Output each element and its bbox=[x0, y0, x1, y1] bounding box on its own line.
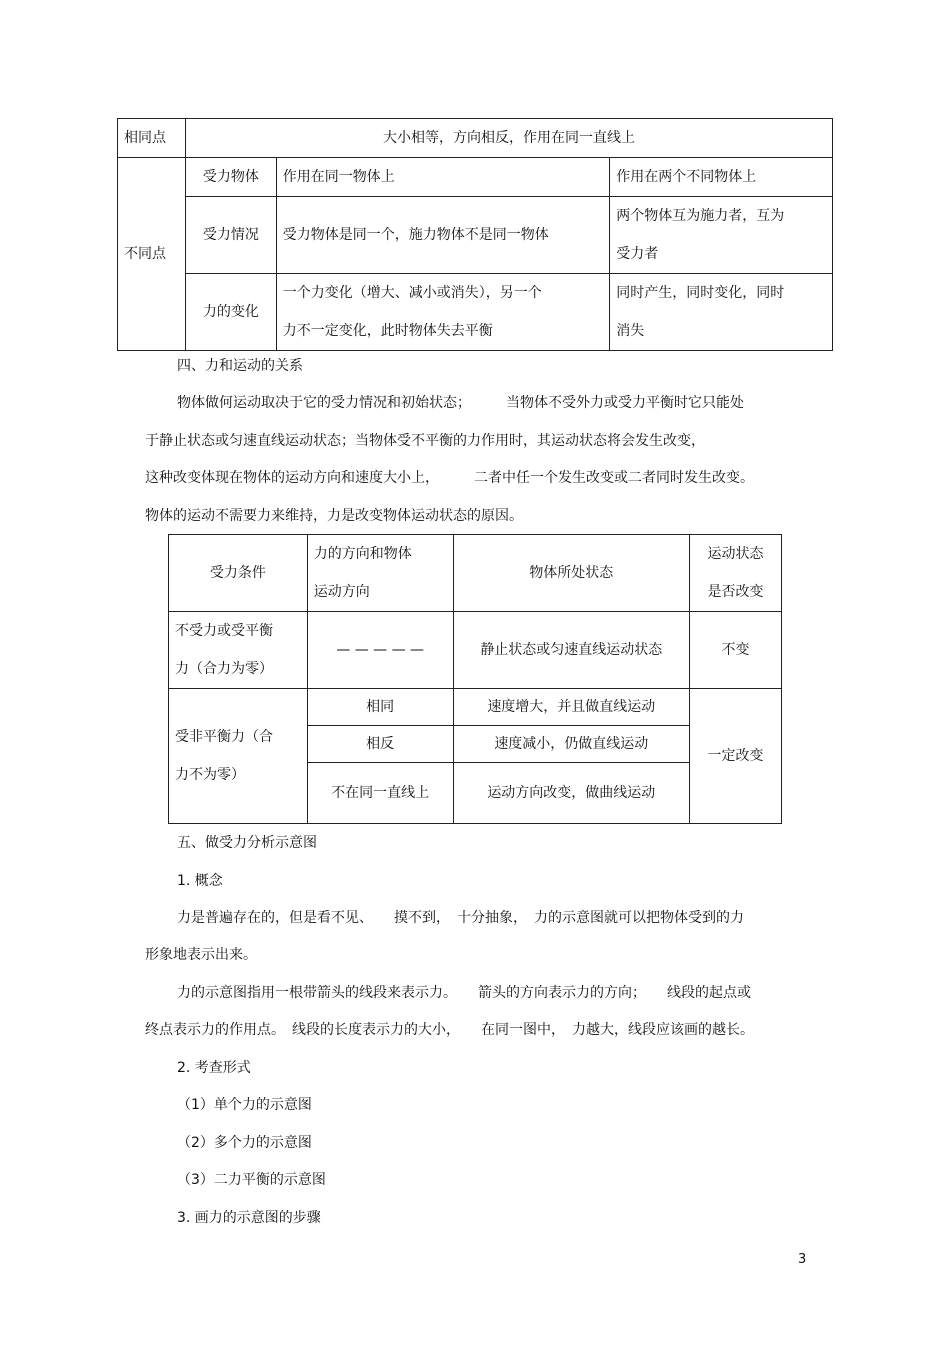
paragraph-line: 物体做何运动取决于它的受力情况和初始状态； 当物体不受外力或受力平衡时它只能处 bbox=[177, 395, 744, 411]
cell-line: 力不为零） bbox=[175, 767, 245, 783]
header-line: 运动状态 bbox=[707, 546, 764, 562]
same-text: 大小相等，方向相反，作用在同一直线上 bbox=[185, 119, 832, 158]
list-item: （2）多个力的示意图 bbox=[177, 1135, 312, 1151]
cell-line: 两个物体互为施力者，互为 bbox=[616, 208, 785, 224]
item-heading: 1. 概念 bbox=[177, 873, 223, 889]
paragraph-line: 形象地表示出来。 bbox=[145, 947, 257, 963]
item-heading: 3. 画力的示意图的步骤 bbox=[177, 1210, 321, 1226]
cell-line: 受力者 bbox=[616, 246, 659, 262]
paragraph-line: 力是普遍存在的，但是看不见、 摸不到， 十分抽象， 力的示意图就可以把物体受到的力 bbox=[177, 910, 744, 926]
header-direction bbox=[307, 535, 453, 612]
condition-cell bbox=[169, 612, 308, 689]
paragraph-line: 这种改变体现在物体的运动方向和速度大小上， 二者中任一个发生改变或二者同时发生改变。 bbox=[145, 470, 754, 486]
state-cell: 静止状态或匀速直线运动状态 bbox=[453, 612, 690, 689]
diff-label: 不同点 bbox=[118, 158, 186, 351]
state-cell: 运动方向改变，做曲线运动 bbox=[453, 763, 690, 824]
cell-line: 力（合力为零） bbox=[175, 661, 273, 677]
row-label: 受力情况 bbox=[185, 197, 276, 274]
comparison-table bbox=[117, 118, 833, 351]
header-condition: 受力条件 bbox=[169, 535, 308, 612]
same-label: 相同点 bbox=[118, 119, 186, 158]
direction-cell: 不在同一直线上 bbox=[307, 763, 453, 824]
row-label: 受力物体 bbox=[185, 158, 276, 197]
cell-line: 力不一定变化，此时物体失去平衡 bbox=[282, 323, 493, 339]
header-changed bbox=[690, 535, 782, 612]
force-motion-table bbox=[168, 534, 782, 824]
cell bbox=[610, 197, 833, 274]
row-label: 力的变化 bbox=[185, 274, 276, 351]
paragraph-line: 于静止状态或匀速直线运动状态；当物体受不平衡的力作用时，其运动状态将会发生改变， bbox=[145, 433, 705, 449]
cell-line: 一个力变化（增大、减小或消失），另一个 bbox=[282, 285, 542, 301]
state-cell: 速度增大，并且做直线运动 bbox=[453, 689, 690, 726]
section4-heading: 四、力和运动的关系 bbox=[177, 358, 303, 374]
cell-line: 同时产生，同时变化，同时 bbox=[616, 285, 785, 301]
cell: 作用在两个不同物体上 bbox=[610, 158, 833, 197]
state-cell: 速度减小，仍做直线运动 bbox=[453, 726, 690, 763]
direction-cell: 相反 bbox=[307, 726, 453, 763]
cell: 受力物体是同一个，施力物体不是同一物体 bbox=[276, 197, 610, 274]
item-heading: 2. 考查形式 bbox=[177, 1060, 251, 1076]
page-number: 3 bbox=[798, 1252, 807, 1267]
cell: 作用在同一物体上 bbox=[276, 158, 610, 197]
direction-cell: — — — — — bbox=[307, 612, 453, 689]
paragraph-line: 终点表示力的作用点。 线段的长度表示力的大小， 在同一图中， 力越大，线段应该画的越长。 bbox=[145, 1022, 754, 1038]
direction-cell: 相同 bbox=[307, 689, 453, 726]
changed-cell: 一定改变 bbox=[690, 689, 782, 824]
cell bbox=[276, 274, 610, 351]
list-item: （3）二力平衡的示意图 bbox=[177, 1172, 326, 1188]
cell-line: 不受力或受平衡 bbox=[175, 623, 273, 639]
header-line: 力的方向和物体 bbox=[313, 546, 412, 562]
paragraph-line: 物体的运动不需要力来维持，力是改变物体运动状态的原因。 bbox=[145, 508, 523, 524]
section5-heading: 五、做受力分析示意图 bbox=[177, 835, 317, 851]
header-state: 物体所处状态 bbox=[453, 535, 690, 612]
list-item: （1）单个力的示意图 bbox=[177, 1097, 312, 1113]
header-line: 运动方向 bbox=[313, 584, 370, 600]
paragraph-line: 力的示意图指用一根带箭头的线段来表示力。 箭头的方向表示力的方向； 线段的起点或 bbox=[177, 985, 751, 1001]
cell-line: 受非平衡力（合 bbox=[175, 729, 273, 745]
header-line: 是否改变 bbox=[707, 584, 764, 600]
changed-cell: 不变 bbox=[690, 612, 782, 689]
cell bbox=[610, 274, 833, 351]
condition-cell bbox=[169, 689, 308, 824]
cell-line: 消失 bbox=[616, 323, 645, 339]
